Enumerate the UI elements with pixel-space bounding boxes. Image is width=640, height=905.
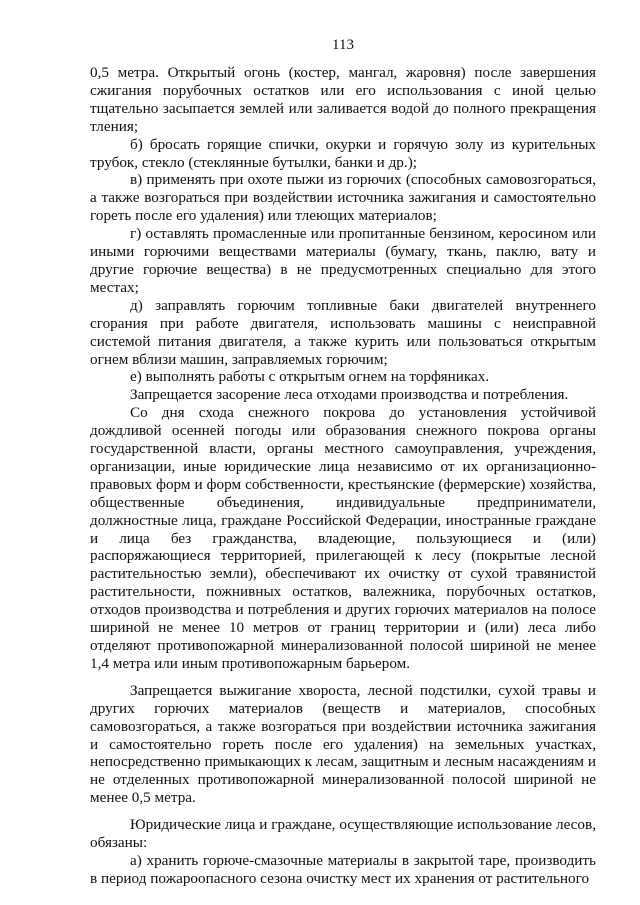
- page-number: 113: [332, 37, 354, 53]
- paragraph: г) оставлять промасленные или пропитанные бензином, керосином или иными горючими веществами материалы (бумагу, ткань, паклю, вату и другие горючие вещества) в не предусмотренных специально для этого местах;: [90, 225, 596, 296]
- paragraph: д) заправлять горючим топливные баки двигателей внутреннего сгорания при работе двигателя, использовать машины с неисправной системой питания двигателя, а также курить или пользоваться открытым огнем вблизи машин, заправляемых горючим;: [90, 296, 596, 368]
- paragraph: б) бросать горящие спички, окурки и горячую золу из курительных трубок, стекло (стеклянные бутылки, банки и др.);: [90, 135, 596, 171]
- paragraph: 0,5 метра. Открытый огонь (костер, мангал, жаровня) после завершения сжигания порубочных остатков или его использования с иной целью тщательно засыпается землей или заливается водой до полного прекращения тления;: [90, 64, 596, 135]
- paragraph: е) выполнять работы с открытым огнем на торфяниках.: [130, 368, 490, 386]
- paragraph: Со дня схода снежного покрова до установления устойчивой дождливой осенней погоды или образования снежного покрова органы государственной власти, органы местного самоуправления, учреждения, организации, иные юридические лица независимо от их организационно-правовых форм и форм собственности, крестьянские (фермерские) хозяйства, общественные объединения, индивидуальные предприниматели, должностные лица, граждане Российской Федерации, иностранные граждане и лица без гражданства, владеющие, пользующиеся и (или) распоряжающиеся территорией, прилегающей к лесу (покрытые лесной растительностью земли), обеспечивают их очистку от сухой травянистой растительности, пожнивных остатков, валежника, порубочных остатков, отходов производства и потребления и других горючих материалов на полосе шириной не менее 10 метров от границ территории и (или) леса либо отделяют противопожарной минерализованной полосой шириной не менее 1,4 метра или иным противопожарным барьером.: [90, 404, 596, 672]
- paragraph: Запрещается засорение леса отходами производства и потребления.: [130, 386, 569, 404]
- paragraph: а) хранить горюче-смазочные материалы в закрытой таре, производить в период пожароопасного сезона очистку мест их хранения от растительного: [90, 851, 596, 887]
- paragraph: в) применять при охоте пыжи из горючих (способных самовозгораться, а также возгораться при воздействии источника зажигания и самостоятельно гореть после его удаления) или тлеющих материалов;: [90, 171, 596, 225]
- document-body: [90, 64, 596, 888]
- paragraph: Юридические лица и граждане, осуществляющие использование лесов, обязаны:: [90, 816, 596, 852]
- paragraph: Запрещается выжигание хвороста, лесной подстилки, сухой травы и других горючих материалов (веществ и материалов, способных самовозгораться, а также возгораться при воздействии источника зажигания и самостоятельно гореть после его удаления) на земельных участках, непосредственно примыкающих к лесам, защитным и лесным насаждениям и не отделенных противопожарной минерализованной полосой шириной не менее 0,5 метра.: [90, 681, 596, 807]
